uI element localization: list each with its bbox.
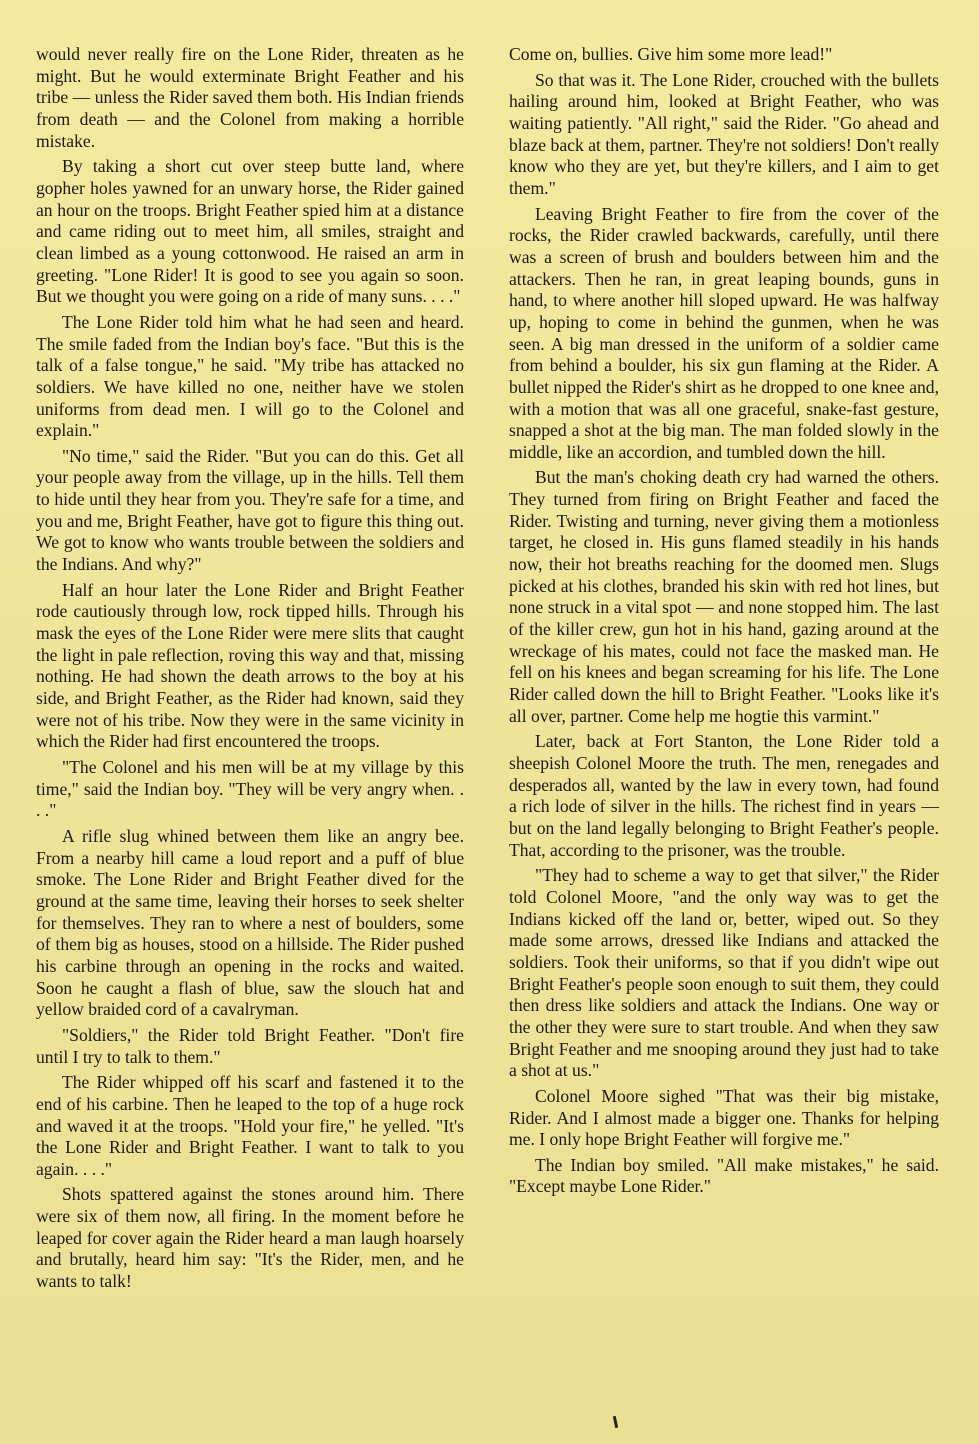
ink-mark (613, 1416, 618, 1428)
paragraph: But the man's choking death cry had warned the others. They turned from firing on Bright Feather and faced the Rider. Twisting and turning, never giving them a motionless target, he closed in. His guns flamed steadily in his hands now, their hot breaths reaching for the doomed men. Slugs picked at his clothes, branded his skin with red hot lines, but none struck in a vital spot — and none stopped him. The last of the killer crew, gun hot in his hand, gazing around at the wreckage of his mates, could not face the masked man. He fell on his knees and began screaming for his life. The Lone Rider called down the hill to Bright Feather. "Looks like it's all over, partner. Come help me hogtie this varmint." (509, 467, 939, 726)
paragraph: Later, back at Fort Stanton, the Lone Rider told a sheepish Colonel Moore the truth. The men, renegades and desperados all, wanted by the law in every town, had found a rich lode of silver in the hills. The richest find in years — but on the land legally belonging to Bright Feather's people. That, according to the prisoner, was the trouble. (509, 731, 939, 860)
paragraph: Come on, bullies. Give him some more lead!" (509, 44, 833, 64)
paragraph: "They had to scheme a way to get that silver," the Rider told Colonel Moore, "and the only way was to get the Indians kicked off the land or, better, wiped out. So they made some arrows, dressed like Indians and attacked the soldiers. Took their uniforms, so that if you didn't wipe out Bright Feather's people soon enough to suit them, they could then dress like soldiers and attack the Indians. One way or the other they were sure to start trouble. And when they saw Bright Feather and me snooping around they just had to take a shot at us." (509, 865, 939, 1081)
paragraph: Colonel Moore sighed "That was their big mistake, Rider. And I almost made a bigger one. Thanks for helping me. I only hope Bright Feather will forgive me." (509, 1085, 939, 1150)
paragraph: A rifle slug whined between them like an angry bee. From a nearby hill came a loud report and a puff of blue smoke. The Lone Rider and Bright Feather dived for the ground at the same time, leaving their horses to seek shelter for themselves. They ran to where a nest of boulders, some of them big as houses, stood on a hillside. The Rider pushed his carbine through an opening in the rocks and waited. Soon he caught a flash of blue, saw the slouch hat and yellow braided cord of a cavalryman. (36, 825, 464, 1020)
paragraph: "No time," said the Rider. "But you can do this. Get all your people away from the village, up in the hills. Tell them to hide until they hear from you. They're safe for a time, and you and me, Bright Feather, have got to figure this thing out. We got to know who wants trouble between the soldiers and the Indians. And why?" (36, 445, 464, 575)
paragraph: Half an hour later the Lone Rider and Bright Feather rode cautiously through low, rock tipped hills. Through his mask the eyes of the Lone Rider were mere slits that caught the light in pale reflection, roving this way and that, missing nothing. He had shown the death arrows to the boy at his side, and Bright Feather, as the Rider had known, said they were not of his tribe. Now they were in the same vicinity in which the Rider had first encountered the troops. (36, 579, 464, 752)
paragraph: Shots spattered against the stones around him. There were six of them now, all firing. In the moment before he leaped for cover again the Rider heard a man laugh hoarsely and brutally, heard him say: "It's the Rider, men, and he wants to talk! (36, 1184, 464, 1292)
paragraph: So that was it. The Lone Rider, crouched with the bullets hailing around him, looked at Bright Feather, who was waiting patiently. "All right," said the Rider. "Go ahead and blaze back at them, partner. They're not soldiers! Don't really know who they are yet, but they're killers, and I aim to get them." (509, 69, 939, 198)
paragraph: would never really fire on the Lone Rider, threaten as he might. But he would exterminate Bright Feather and his tribe — unless the Rider saved them both. His Indian friends from death — and the Colonel from making a horrible mistake. (36, 44, 464, 151)
paragraph: "The Colonel and his men will be at my village by this time," said the Indian boy. "They will be very angry when. . . ." (36, 757, 464, 821)
paragraph: The Indian boy smiled. "All make mistakes," he said. "Except maybe Lone Rider." (509, 1154, 939, 1197)
left-text-column (36, 44, 464, 1293)
right-text-column (509, 44, 939, 1198)
paragraph: Leaving Bright Feather to fire from the cover of the rocks, the Rider crawled backwards, carefully, until there was a screen of brush and boulders between him and the attackers. Then he ran, in great leaping bounds, guns in hand, to where another hill sloped upward. He was halfway up, hoping to come in behind the gunmen, when he was seen. A big man dressed in the uniform of a soldier came from behind a boulder, his six gun flaming at the Rider. A bullet nipped the Rider's shirt as he dropped to one knee and, with a motion that was all one graceful, snake-fast gesture, snapped a shot at the big man. The man folded slowly in the middle, like an accordion, and tumbled down the hill. (509, 203, 939, 462)
paragraph: "Soldiers," the Rider told Bright Feather. "Don't fire until I try to talk to them." (36, 1024, 464, 1067)
paragraph: By taking a short cut over steep butte land, where gopher holes yawned for an unwary horse, the Rider gained an hour on the troops. Bright Feather spied him at a distance and came riding out to meet him, all smiles, straight and clean limbed as a young cottonwood. He raised an arm in greeting. "Lone Rider! It is good to see you again so soon. But we thought you were going on a ride of many suns. . . ." (36, 156, 464, 307)
paragraph: The Rider whipped off his scarf and fastened it to the end of his carbine. Then he leaped to the top of a huge rock and waved it at the troops. "Hold your fire," he yelled. "It's the Lone Rider and Bright Feather. I want to talk to you again. . . ." (36, 1072, 464, 1179)
paragraph: The Lone Rider told him what he had seen and heard. The smile faded from the Indian boy's face. "But this is the talk of a false tongue," he said. "My tribe has attacked no soldiers. We have killed no one, neither have we stolen uniforms from dead men. I will go to the Colonel and explain." (36, 311, 464, 441)
